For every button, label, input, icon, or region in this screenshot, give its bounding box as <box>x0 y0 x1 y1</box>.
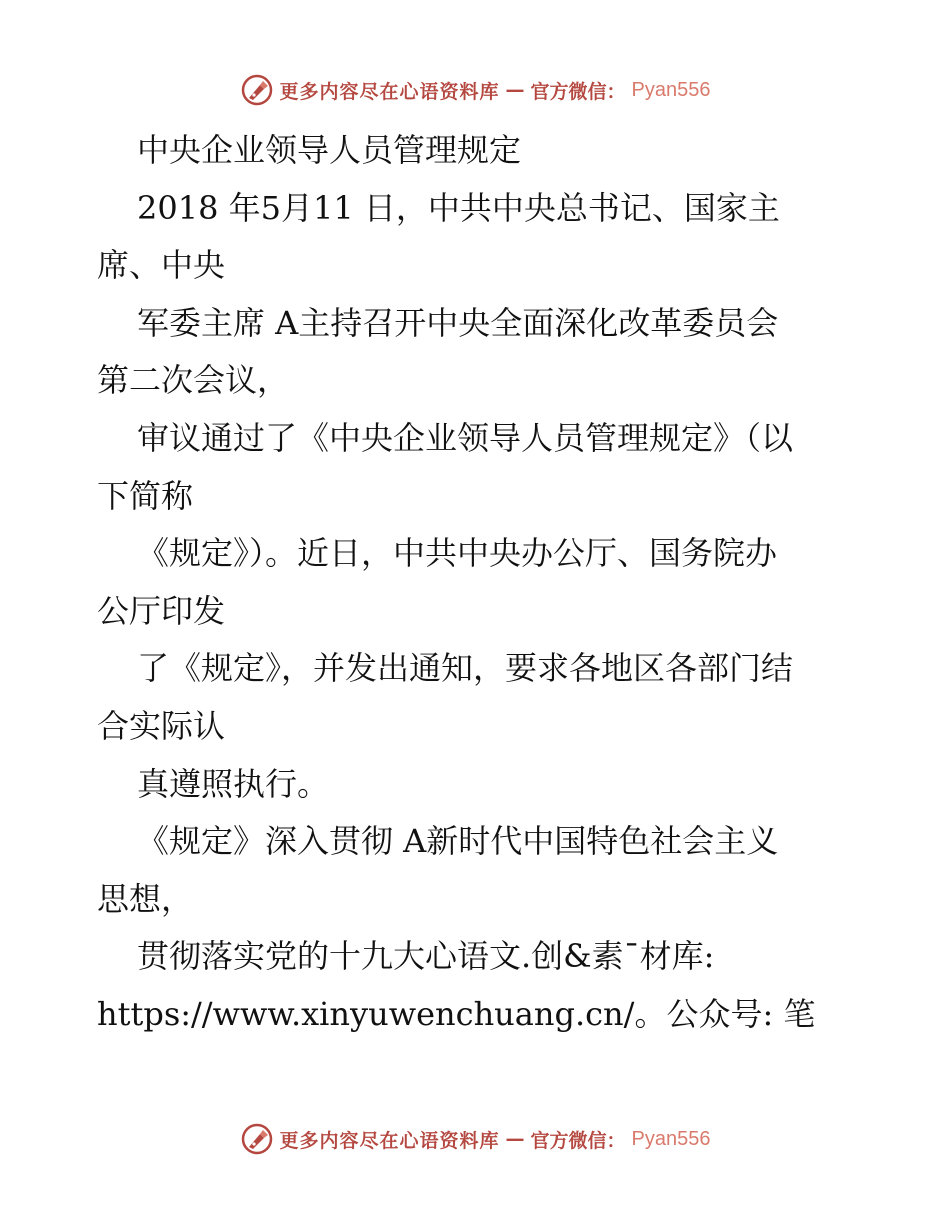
banner-wechat-label: 官方微信： <box>530 80 626 103</box>
paragraph-line: 公厅印发 <box>97 591 226 630</box>
paragraph-line: 席、中央 <box>97 246 226 285</box>
paragraph-line: 第二次会议， <box>97 361 290 400</box>
banner-separator: — <box>505 1128 525 1150</box>
document-title: 中央企业领导人员管理规定 <box>137 131 522 169</box>
banner-brand-text: 更多内容尽在心语资料库 <box>279 1129 500 1152</box>
banner-separator: — <box>505 79 525 101</box>
paragraph-line: 真遵照执行。 <box>137 764 330 803</box>
paragraph-line: 军委主席 A主持召开中央全面深化改革委员会 <box>137 303 779 342</box>
banner-wechat-id: Pyan556 <box>631 1127 711 1150</box>
paragraph-line: 了《规定》，并发出通知，要求各地区各部门结 <box>137 649 794 688</box>
paragraph-line: 合实际认 <box>97 706 226 745</box>
pen-nib-circle-icon <box>240 73 274 107</box>
paragraph-line: 贯彻落实党的十九大心语文.创&素¯材库: <box>137 937 715 976</box>
paragraph-line: 思想， <box>97 879 194 918</box>
header-watermark-banner <box>0 70 950 110</box>
footer-watermark-banner <box>0 1119 950 1159</box>
paragraph-line: 审议通过了《中央企业领导人员管理规定》（以 <box>137 418 794 457</box>
paragraph-line: 下简称 <box>97 476 194 515</box>
banner-brand-text: 更多内容尽在心语资料库 <box>279 80 500 103</box>
paragraph-line: 《规定》）。近日，中共中央办公厅、国务院办 <box>137 534 778 573</box>
paragraph-line: 2018 年5月11 日，中共中央总书记、国家主 <box>137 188 780 227</box>
document-body <box>97 122 857 1044</box>
paragraph-line: https://www.xinyuwenchuang.cn/。公众号: 笔 <box>97 994 816 1033</box>
banner-wechat-label: 官方微信： <box>530 1129 626 1152</box>
paragraph-line: 《规定》深入贯彻 A新时代中国特色社会主义 <box>137 822 779 861</box>
pen-nib-circle-icon <box>240 1122 274 1156</box>
banner-wechat-id: Pyan556 <box>631 78 711 101</box>
